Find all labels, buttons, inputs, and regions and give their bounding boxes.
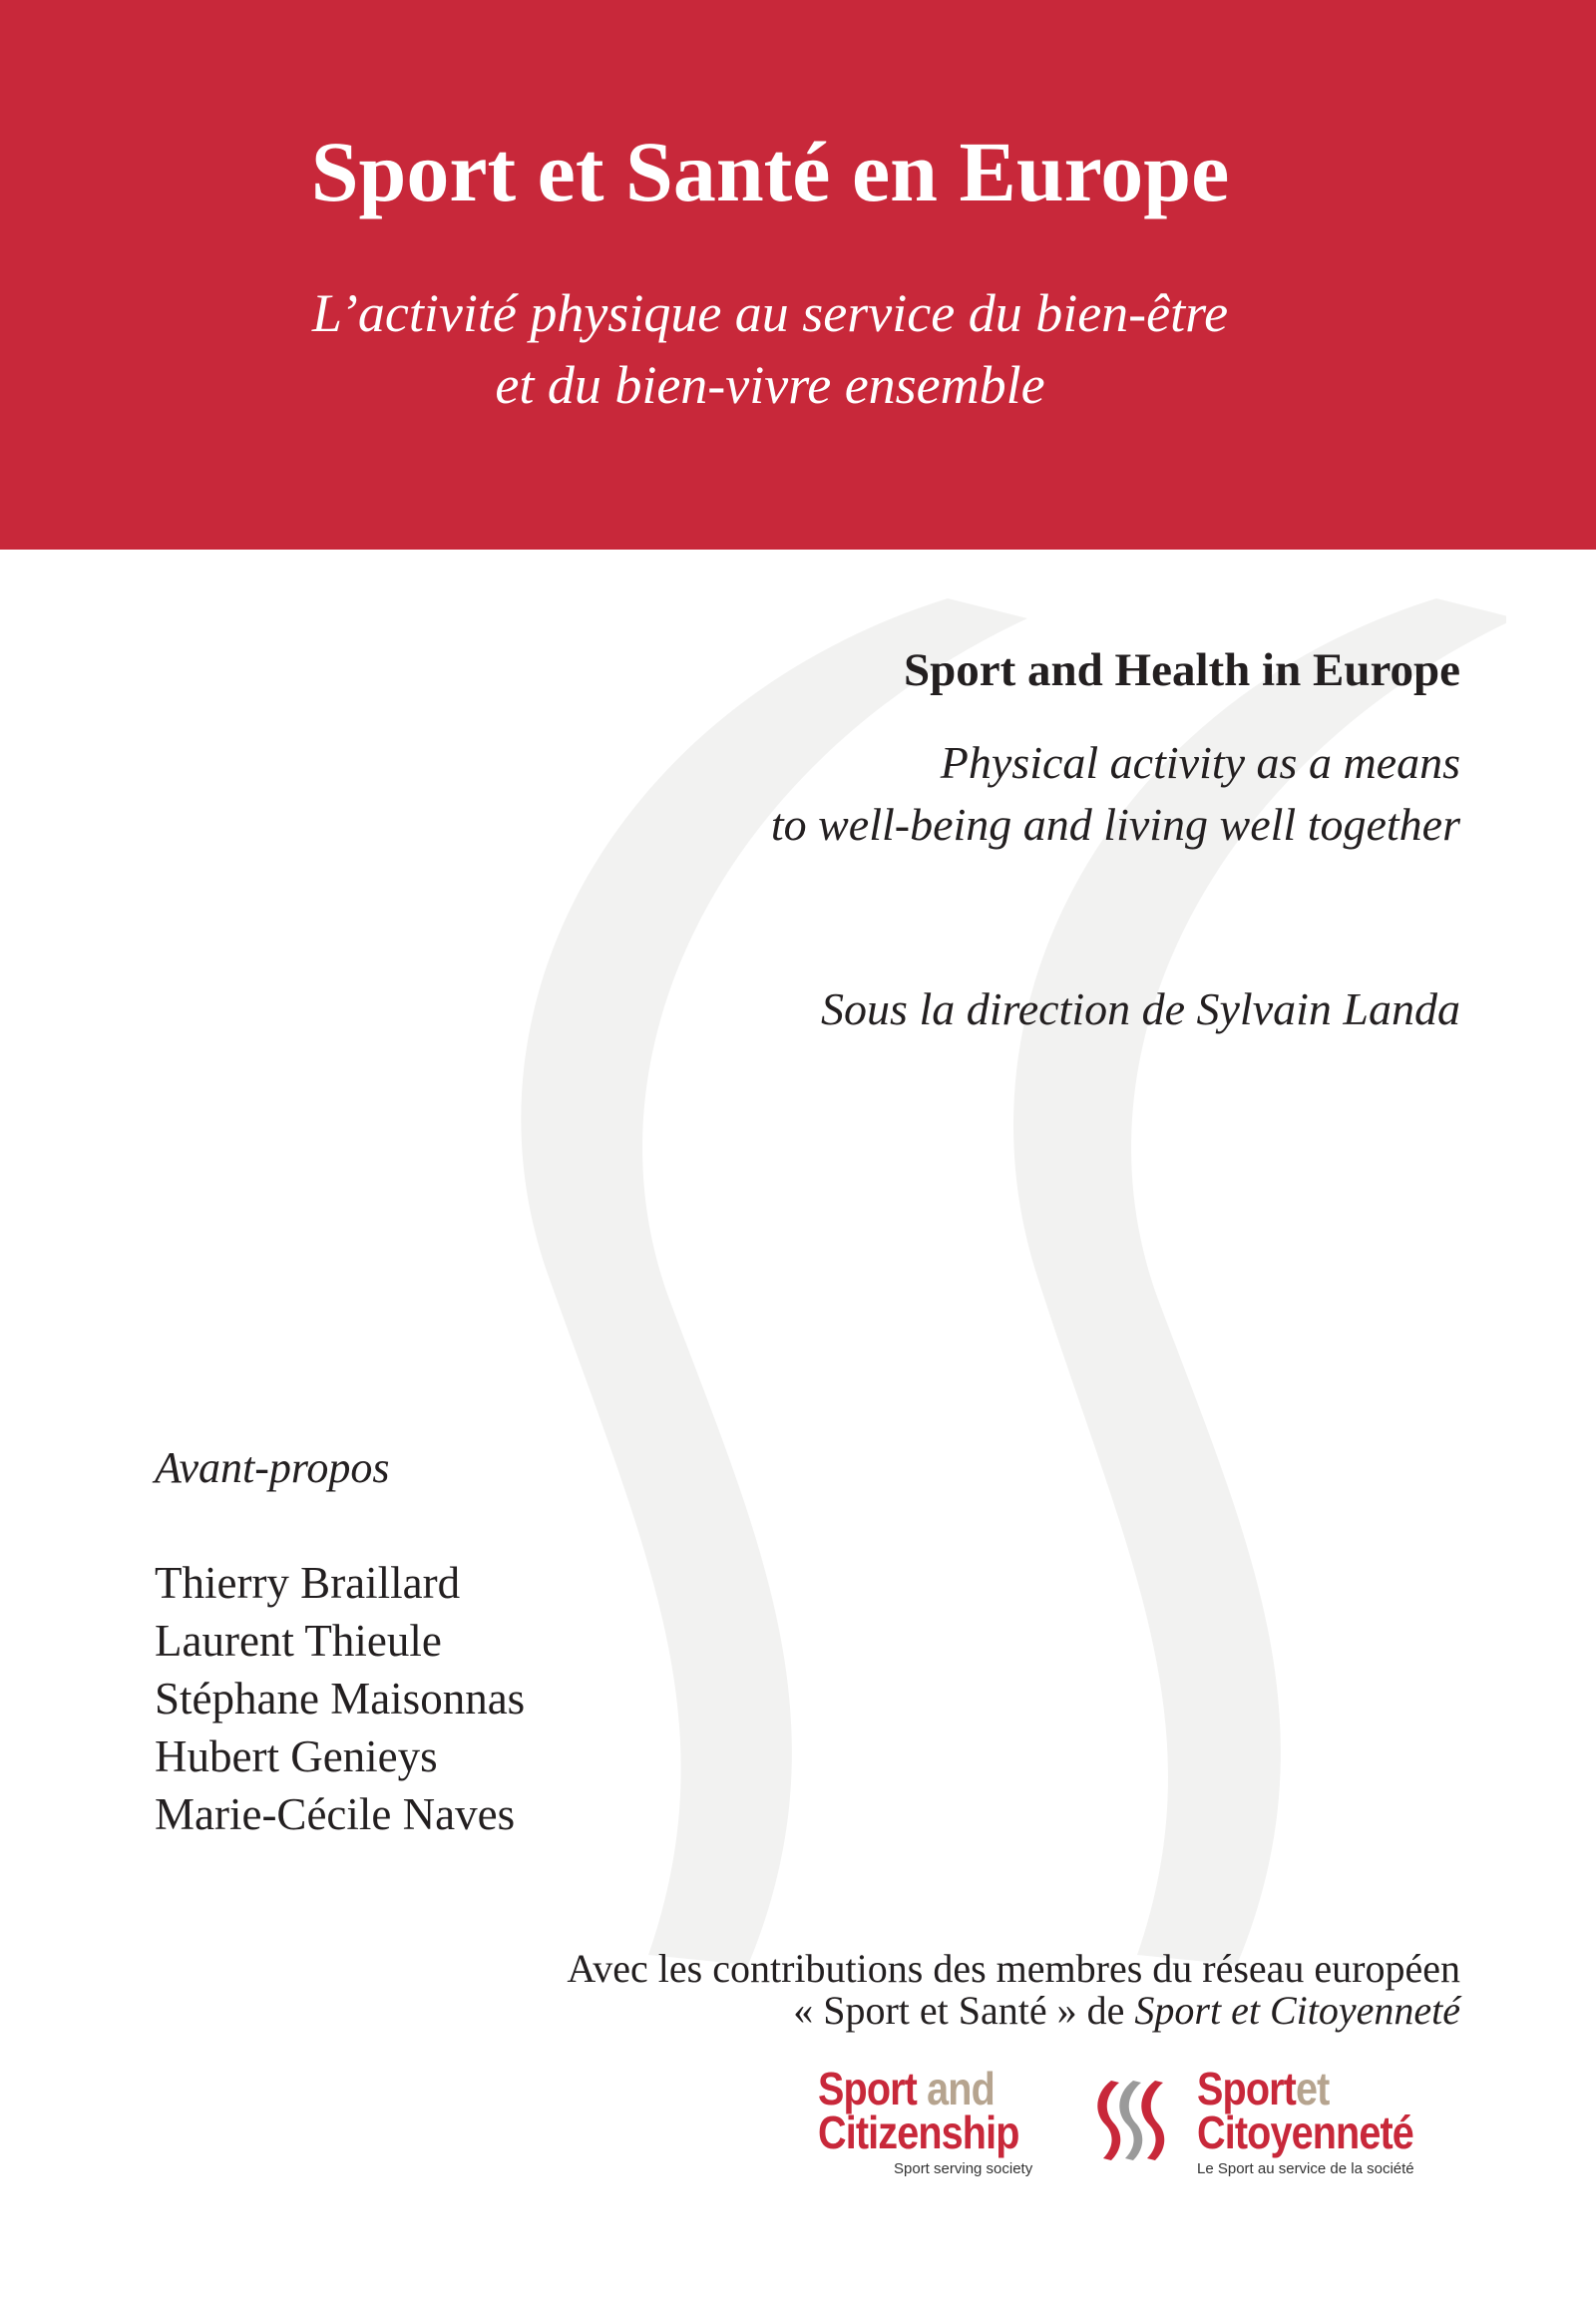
triple-s-swirl-icon bbox=[1089, 2075, 1173, 2162]
english-title: Sport and Health in Europe bbox=[903, 644, 1460, 696]
foreword-label: Avant-propos bbox=[155, 1443, 390, 1492]
author-name: Thierry Braillard bbox=[155, 1558, 461, 1608]
english-subtitle-line1: Physical activity as a means bbox=[940, 737, 1460, 788]
contributions-prefix: « Sport et Santé » de bbox=[793, 1988, 1135, 2033]
main-subtitle-line1: L’activité physique au service du bien-être bbox=[311, 283, 1229, 343]
logo-right-word1: Sport bbox=[1197, 2063, 1296, 2114]
logo-left-tagline: Sport serving society bbox=[894, 2160, 1033, 2177]
sport-et-citoyennete-logo bbox=[1197, 2063, 1466, 2177]
editor-credit: Sous la direction de Sylvain Landa bbox=[821, 983, 1460, 1034]
logo-left-word3: Citizenship bbox=[818, 2106, 1019, 2158]
logo-right-word3: Citoyenneté bbox=[1197, 2106, 1413, 2158]
author-name: Laurent Thieule bbox=[155, 1616, 442, 1666]
logo-left-word1: Sport bbox=[818, 2063, 917, 2114]
logo-left-word2: and bbox=[927, 2063, 995, 2114]
contributions-line1: Avec les contributions des membres du réseau européen bbox=[567, 1946, 1460, 1991]
author-name: Stéphane Maisonnas bbox=[155, 1674, 526, 1724]
logo-right-word2: et bbox=[1295, 2063, 1330, 2114]
author-name: Hubert Genieys bbox=[155, 1731, 438, 1781]
english-subtitle-line2: to well-being and living well together bbox=[770, 799, 1460, 850]
author-name: Marie-Cécile Naves bbox=[155, 1789, 516, 1839]
contributions-org: Sport et Citoyenneté bbox=[1134, 1988, 1460, 2033]
foreword-authors bbox=[155, 1554, 525, 1843]
logo-right-tagline: Le Sport au service de la société bbox=[1197, 2160, 1414, 2177]
contributions-line2 bbox=[793, 1989, 1460, 2033]
title-banner bbox=[0, 0, 1596, 550]
main-subtitle-line2: et du bien-vivre ensemble bbox=[495, 355, 1045, 415]
sport-and-citizenship-logo bbox=[818, 2063, 1067, 2177]
main-title: Sport et Santé en Europe bbox=[310, 124, 1230, 219]
